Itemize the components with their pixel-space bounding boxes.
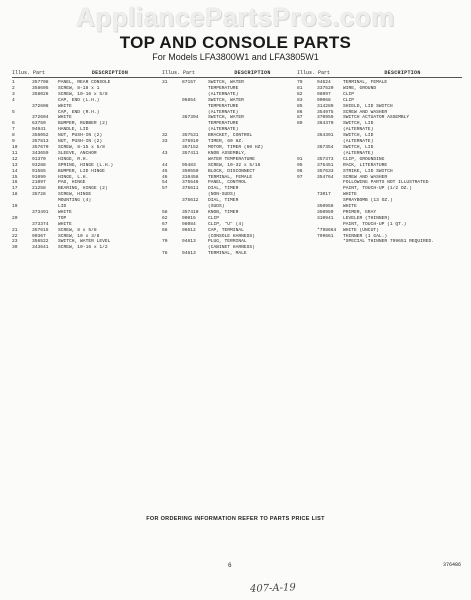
part-number: 21097 bbox=[32, 180, 46, 186]
part-description: (ALTERNATE) bbox=[208, 109, 239, 115]
part-number: 343641 bbox=[32, 245, 49, 251]
part-description: SWITCH, WATER bbox=[208, 97, 244, 103]
part-number: 373491 bbox=[32, 209, 49, 215]
part-number: 357708 bbox=[32, 80, 49, 85]
part-description: SPRAYBOMB (13 OZ.) bbox=[343, 198, 393, 204]
part-number: 354764 bbox=[317, 174, 334, 180]
illus-number: 2 bbox=[12, 85, 15, 91]
part-description: SCREW, HINGE bbox=[58, 192, 92, 198]
part-description: TIMER, 60 HZ. bbox=[208, 139, 244, 145]
illus-number: 70 bbox=[162, 239, 168, 245]
part-description: SWITCH, LID bbox=[343, 133, 374, 139]
illus-number: 14 bbox=[12, 168, 18, 174]
part-number: 91370 bbox=[32, 156, 46, 162]
part-number: 94624 bbox=[317, 80, 331, 85]
part-number: 98084 bbox=[182, 221, 196, 227]
part-number: 357373 bbox=[317, 156, 334, 162]
illus-number: 15 bbox=[12, 174, 18, 180]
part-description: SCREW, 8-18 x 1 bbox=[58, 85, 100, 91]
illus-number: 5 bbox=[12, 109, 15, 115]
document-number: 376486 bbox=[442, 562, 461, 568]
part-number: 96854 bbox=[182, 97, 196, 103]
part-description: BUMPER, RUBBER (2) bbox=[58, 121, 108, 127]
part-description: PAINT, TOUCH-UP (1 QT.) bbox=[343, 221, 407, 227]
illus-number: 83 bbox=[297, 97, 303, 103]
illus-number: 16 bbox=[12, 180, 18, 186]
part-number: 357670 bbox=[32, 144, 49, 150]
header-description: DESCRIPTION bbox=[234, 69, 271, 76]
illus-number: 95 bbox=[297, 162, 303, 168]
part-description: SWITCH, WATER bbox=[208, 115, 244, 121]
illus-number: 89 bbox=[297, 121, 303, 127]
part-number: 98097 bbox=[317, 91, 331, 97]
part-row bbox=[162, 251, 297, 257]
part-description: PANEL, CONTROL bbox=[208, 180, 247, 186]
part-number: *798664 bbox=[317, 227, 337, 233]
illus-number: 17 bbox=[12, 186, 18, 192]
part-description: HINGE, L.H. bbox=[58, 174, 89, 180]
part-number: 357813 bbox=[32, 139, 49, 145]
part-description: SCREW AND WASHER bbox=[343, 109, 388, 115]
illus-number: 45 bbox=[162, 168, 168, 174]
illus-number: 82 bbox=[297, 91, 303, 97]
part-description: SPRING, HINGE (L.H.) bbox=[58, 162, 114, 168]
illus-number: 6 bbox=[12, 121, 15, 127]
part-number: 63750 bbox=[32, 121, 46, 127]
illus-number: 18 bbox=[12, 192, 18, 198]
part-number: 357410 bbox=[182, 209, 199, 215]
illus-number: 67 bbox=[162, 221, 168, 227]
illus-number: 11 bbox=[12, 150, 18, 156]
column-header bbox=[162, 63, 297, 78]
part-number: 95483 bbox=[182, 162, 196, 168]
part-description: PAINT, TOUCH-UP (1/2 OZ.) bbox=[343, 186, 412, 192]
part-number: 364370 bbox=[317, 121, 334, 127]
handwritten-note: 407-A-19 bbox=[249, 582, 296, 595]
illus-number: 33 bbox=[162, 139, 168, 145]
part-description: BUMPER, LID HINGE bbox=[58, 168, 105, 174]
part-description: *SPECIAL THINNER 799651 REQUIRED. bbox=[343, 239, 434, 245]
part-number: 367152 bbox=[182, 144, 199, 150]
part-description: BEARING, HINGE (2) bbox=[58, 186, 108, 192]
part-number: 357411 bbox=[182, 150, 199, 156]
illus-number: 8 bbox=[12, 133, 15, 139]
part-description: TOP bbox=[58, 215, 67, 221]
part-description: CLIP, "U" (4) bbox=[208, 221, 244, 227]
part-number: 354975 bbox=[317, 109, 334, 115]
illus-number: 1 bbox=[12, 80, 15, 85]
part-number: 350559 bbox=[182, 168, 199, 174]
part-description: SHIELD, LID SWITCH bbox=[343, 103, 393, 109]
part-number: 376919 bbox=[182, 139, 199, 145]
part-number: 799661 bbox=[317, 233, 334, 239]
header-illus-label: Illus. Part bbox=[162, 69, 196, 76]
part-description: TEMPERATURE bbox=[208, 85, 239, 91]
part-description: (ALTERNATE) bbox=[343, 139, 374, 145]
part-description: TEMPERATURE bbox=[208, 103, 239, 109]
part-number: 337520 bbox=[317, 85, 334, 91]
part-number: 314289 bbox=[317, 103, 334, 109]
parts-column-3 bbox=[297, 63, 462, 245]
part-number: 91099 bbox=[32, 174, 46, 180]
part-description: STRIKE, LID SWITCH bbox=[343, 168, 393, 174]
part-description: (SUDS) bbox=[208, 204, 225, 210]
part-row bbox=[12, 245, 162, 251]
part-description: WHITE (UNCUT) bbox=[343, 227, 379, 233]
part-number: 96612 bbox=[182, 227, 196, 233]
illus-number: 31 bbox=[162, 80, 168, 85]
part-number: 91565 bbox=[32, 168, 46, 174]
part-description: WHITE bbox=[58, 209, 72, 215]
illus-number: 85 bbox=[297, 103, 303, 109]
illus-number: 9 bbox=[12, 139, 15, 145]
illus-number: 81 bbox=[297, 85, 303, 91]
part-number: 90367 bbox=[32, 233, 46, 239]
part-number: 93288 bbox=[32, 162, 46, 168]
illus-number: 79 bbox=[297, 80, 303, 85]
header-description: DESCRIPTION bbox=[91, 69, 129, 76]
part-row bbox=[297, 239, 462, 245]
part-description: PRIMER, GRAY bbox=[343, 209, 377, 215]
part-number: 387394 bbox=[182, 115, 199, 121]
part-description: CAP, TERMINAL bbox=[208, 227, 244, 233]
part-number bbox=[317, 239, 343, 245]
part-description: (NON-SUDS) bbox=[208, 192, 236, 198]
part-description: SWITCH, WATER LEVEL bbox=[58, 239, 111, 245]
part-number: 310941 bbox=[317, 215, 334, 221]
part-description: DIAL, TIMER bbox=[208, 198, 239, 204]
part-number: 350958 bbox=[317, 204, 334, 210]
illus-number: 87 bbox=[297, 115, 303, 121]
part-number: 370959 bbox=[317, 115, 334, 121]
part-description: CLIP, GROUNDING bbox=[343, 156, 385, 162]
illus-number: 62 bbox=[162, 215, 168, 221]
part-description: THINNER (1 GAL.) bbox=[343, 233, 388, 239]
part-number: 21258 bbox=[32, 186, 46, 192]
illus-number: 58 bbox=[162, 209, 168, 215]
column-header bbox=[12, 63, 162, 78]
part-description: SLEEVE, ANCHOR bbox=[58, 150, 97, 156]
illus-number: 68 bbox=[162, 227, 168, 233]
illus-number: 44 bbox=[162, 162, 168, 168]
part-number: 375612 bbox=[182, 198, 199, 204]
part-description: (ALTERNATE) bbox=[343, 150, 374, 156]
illus-number: 32 bbox=[162, 133, 168, 139]
part-number: 357615 bbox=[32, 227, 49, 233]
part-number: 372604 bbox=[32, 115, 49, 121]
illus-number: 19 bbox=[12, 204, 18, 210]
part-number: 375611 bbox=[182, 186, 199, 192]
part-number: 87157 bbox=[182, 80, 196, 85]
part-description: WHITE bbox=[58, 221, 72, 227]
part-number: 364391 bbox=[317, 133, 334, 139]
part-description: PLUG, TERMINAL bbox=[208, 239, 247, 245]
part-description: LEVELER (THINNER) bbox=[343, 215, 390, 221]
part-description: SWITCH, LID bbox=[343, 144, 374, 150]
part-description: WATER TEMPERATURE bbox=[208, 156, 255, 162]
parts-column-2 bbox=[162, 63, 297, 257]
part-description: NUT, PUSH-IN (2) bbox=[58, 139, 103, 145]
part-description: CLIP bbox=[343, 97, 355, 103]
header-illus-label: Illus. Part bbox=[12, 69, 46, 76]
part-description: NUT, PUSH-IN (2) bbox=[58, 133, 103, 139]
header-description: DESCRIPTION bbox=[384, 69, 421, 76]
part-description: SCREW, 8-15 x 5/8 bbox=[58, 144, 105, 150]
part-number: 357633 bbox=[317, 168, 334, 174]
illus-number: 54 bbox=[162, 180, 168, 186]
part-number: 375451 bbox=[317, 162, 334, 168]
part-description: CLIP bbox=[208, 215, 220, 221]
illus-number: 78 bbox=[162, 251, 168, 257]
part-number: 350959 bbox=[317, 209, 334, 215]
illus-number: 30 bbox=[12, 245, 18, 251]
part-description: SCREW AND WASHER bbox=[343, 174, 388, 180]
part-description: (CABINET HARNESS) bbox=[208, 245, 255, 251]
part-number: 358605 bbox=[32, 85, 49, 91]
illus-number: 7 bbox=[12, 127, 15, 133]
part-number: 373374 bbox=[32, 221, 49, 227]
part-number: 367354 bbox=[317, 144, 334, 150]
part-number: 94613 bbox=[182, 239, 196, 245]
watermark: AppliancePartsPros.com bbox=[76, 2, 395, 32]
part-description: TERMINAL, FEMALE bbox=[208, 174, 253, 180]
illus-number: 97 bbox=[297, 174, 303, 180]
part-description: CAP, END (L.H.) bbox=[58, 97, 100, 103]
part-description: SCREW, 10-16 x 5/8 bbox=[58, 91, 108, 97]
part-description: SCREW, 8 x 5/8 bbox=[58, 227, 97, 233]
part-number: 73017 bbox=[317, 192, 331, 198]
part-description: WIRE, GROUND bbox=[343, 85, 377, 91]
part-number: 94613 bbox=[182, 251, 196, 257]
part-description: BLOCK, DISCONNECT bbox=[208, 168, 255, 174]
part-description: SWITCH ACTUATOR ASSEMBLY bbox=[343, 115, 410, 121]
part-description: SCREW, 10 x 3/8 bbox=[58, 233, 100, 239]
illus-number: 46 bbox=[162, 174, 168, 180]
illus-number: 96 bbox=[297, 168, 303, 174]
part-description: LID bbox=[58, 204, 67, 210]
part-description: CAP, END (R.H.) bbox=[58, 109, 100, 115]
page-subtitle: For Models LFA3800W1 and LFA3805W1 bbox=[152, 52, 319, 62]
illus-number bbox=[297, 239, 317, 245]
part-description: HINGE, R.H. bbox=[58, 156, 89, 162]
page-title: TOP AND CONSOLE PARTS bbox=[119, 33, 352, 52]
illus-number: 4 bbox=[12, 97, 15, 103]
column-header bbox=[297, 63, 462, 78]
part-description: WHITE bbox=[58, 115, 72, 121]
part-number: 372608 bbox=[32, 103, 49, 109]
part-description: MOTOR, TIMER (60 HZ) bbox=[208, 144, 264, 150]
illus-number: 23 bbox=[12, 239, 18, 245]
part-description: SCREW, 10-16 x 1/2 bbox=[58, 245, 108, 251]
part-description: RACK, LITERATURE bbox=[343, 162, 388, 168]
part-number: 375546 bbox=[182, 180, 199, 186]
illus-number: 12 bbox=[12, 156, 18, 162]
part-description: BRACKET, CONTROL bbox=[208, 133, 253, 139]
part-description: DIAL, TIMER bbox=[208, 186, 239, 192]
part-description: PAD, HINGE bbox=[58, 180, 86, 186]
part-description: FOLLOWING PARTS NOT ILLUSTRATED bbox=[343, 180, 429, 186]
part-number: 343659 bbox=[32, 150, 49, 156]
part-description: WHITE bbox=[58, 103, 72, 109]
part-number: 90015 bbox=[182, 215, 196, 221]
part-description: (ALTERNATE) bbox=[208, 91, 239, 97]
part-description: WHITE bbox=[343, 192, 357, 198]
parts-column-1 bbox=[12, 63, 162, 251]
page-number: 6 bbox=[228, 562, 232, 569]
part-number: 356052 bbox=[32, 133, 49, 139]
part-description: PANEL, REAR CONSOLE bbox=[58, 80, 111, 85]
part-description: CLIP bbox=[343, 91, 355, 97]
part-description: WHITE bbox=[343, 204, 357, 210]
part-number: 358026 bbox=[32, 91, 49, 97]
part-description: (ALTERNATE) bbox=[208, 127, 239, 133]
part-number: 35728 bbox=[32, 192, 46, 198]
part-description: KNOB ASSEMBLY, bbox=[208, 150, 247, 156]
illus-number: 21 bbox=[12, 227, 18, 233]
illus-number: 86 bbox=[297, 109, 303, 115]
part-number: 94941 bbox=[32, 127, 46, 133]
part-description: KNOB, TIMER bbox=[208, 209, 239, 215]
ordering-note: FOR ORDERING INFORMATION REFER TO PARTS PRICE LIST bbox=[146, 516, 325, 522]
part-description: TERMINAL, MALE bbox=[208, 251, 247, 257]
part-number: 357531 bbox=[182, 133, 199, 139]
illus-number: 57 bbox=[162, 186, 168, 192]
illus-number: 43 bbox=[162, 150, 168, 156]
part-number: 310458 bbox=[182, 174, 199, 180]
illus-number: 91 bbox=[297, 156, 303, 162]
illus-number: 3 bbox=[12, 91, 15, 97]
part-description: (CONSOLE HARNESS) bbox=[208, 233, 255, 239]
part-description: HANDLE, LID bbox=[58, 127, 89, 133]
illus-number: 22 bbox=[12, 233, 18, 239]
illus-number: 13 bbox=[12, 162, 18, 168]
part-description: TEMPERATURE bbox=[208, 121, 239, 127]
part-description: (ALTERNATE) bbox=[343, 127, 374, 133]
part-description: SWITCH, LID bbox=[343, 121, 374, 127]
illus-number: 10 bbox=[12, 144, 18, 150]
part-description: MOUNTING (4) bbox=[58, 198, 92, 204]
part-description: SCREW, 10-32 x 5/16 bbox=[208, 162, 261, 168]
part-description: SWITCH, WATER bbox=[208, 80, 244, 85]
part-number: 90068 bbox=[317, 97, 331, 103]
header-illus-label: Illus. Part bbox=[297, 69, 331, 76]
part-number: 356522 bbox=[32, 239, 49, 245]
part-description: TERMINAL, FEMALE bbox=[343, 80, 388, 85]
illus-number: 20 bbox=[12, 215, 18, 221]
